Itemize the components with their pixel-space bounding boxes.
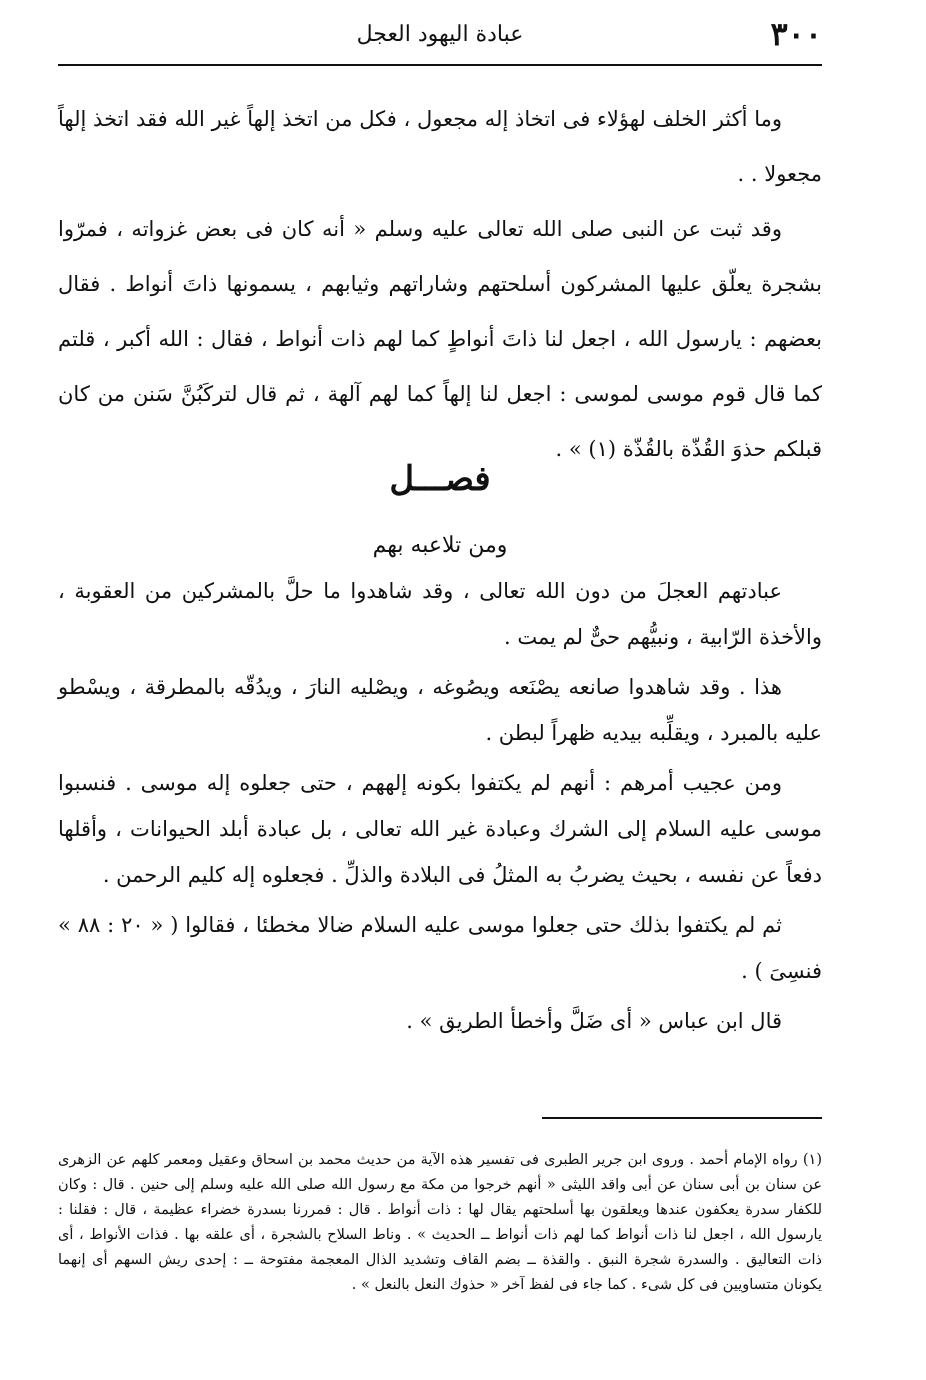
paragraph: وقد ثبت عن النبى صلى الله تعالى عليه وسلم « أنه كان فى بعض غزواته ، فمرّوا بشجرة يعلّق عليها المشركون أسلحتهم وشاراتهم وثيابهم ، يسمونها ذاتَ أنواط . فقال بعضهم : يارسول الله ، اجعل لنا ذاتَ أنواطٍ كما لهم ذات أنواط ، فقال : الله أكبر ، قلتم كما قال قوم موسى لموسى : اجعل لنا إلهاً كما لهم آلهة ، ثم قال لتركَبُنَّ سَنن من كان قبلكم حذوَ القُذّة بالقُذّة (١) » .: [58, 217, 822, 461]
paragraph: عبادتهم العجلَ من دون الله تعالى ، وقد شاهدوا ما حلَّ بالمشركين من العقوبة ، والأخذة الرّابية ، ونبيُّهم حىٌّ لم يمت .: [58, 579, 822, 649]
page-number: ٣٠٠: [770, 15, 822, 53]
footnote: (١) رواه الإمام أحمد . وروى ابن جرير الطبرى فى تفسير هذه الآية من حديث محمد بن اسحاق وعقيل ومعمر كلهم عن الزهرى عن سنان بن أبى سنان عن أبى واقد الليثى « أنهم خرجوا من مكة مع رسول الله صلى الله عليه وسلم إلى حنين . قال : وكان للكفار سدرة يعكفون عندها ويعلقون بها أسلحتهم يقال لها : ذات أنواط . قال : فمررنا بسدرة خضراء عظيمة ، قال : فقلنا : يارسول الله ، اجعل لنا ذات أنواط كما لهم ذات أنواط ــ الحديث » . وناط السلاح بالشجرة ، أى علقه بها . فذات الأنواط ، أى ذات التعاليق . والسدرة شجرة النبق . والقذة ــ بضم القاف وتشديد الذال المعجمة مفتوحة ــ : إحدى ريش السهم أى إنهما يكونان متساويين فى كل شىء . كما جاء فى لفظ آخر « حذوك النعل بالنعل » .: [58, 1152, 822, 1293]
footnotes: [58, 1148, 822, 1298]
section-subtitle: ومن تلاعبه بهم: [372, 533, 508, 558]
paragraph: هذا . وقد شاهدوا صانعه يصْنَعه ويصُوغه ، ويصْليه النارَ ، ويدُقّه بالمطرقة ، ويسْطو عليه بالمبرد ، ويقلِّبه بيديه ظهراً لبطن .: [58, 675, 822, 745]
paragraph: وما أكثر الخلف لهؤلاء فى اتخاذ إله مجعول ، فكل من اتخذ إلهاً غير الله فقد اتخذ إلهاً مجعولا . .: [58, 107, 822, 186]
paragraph: ثم لم يكتفوا بذلك حتى جعلوا موسى عليه السلام ضالا مخطئا ، فقالوا ( « ٢٠ : ٨٨ » فنسِىَ ) .: [58, 913, 822, 983]
main-text-top: [58, 92, 822, 477]
section-title: فصـــل: [389, 459, 491, 499]
paragraph: ومن عجيب أمرهم : أنهم لم يكتفوا بكونه إلههم ، حتى جعلوه إله موسى . فنسبوا موسى عليه السلام إلى الشرك وعبادة غير الله تعالى ، بل عبادة أبلد الحيوانات ، وأقلها دفعاً عن نفسه ، بحيث يضربُ به المثلُ فى البلادة والذلِّ . فجعلوه إله كليم الرحمن .: [58, 771, 822, 887]
page-header: [58, 14, 822, 58]
running-title: عبادة اليهود العجل: [356, 22, 524, 47]
footnote-rule: [542, 1117, 822, 1119]
paragraph: قال ابن عباس « أى ضَلَّ وأخطأ الطريق » .: [406, 1009, 782, 1033]
header-rule: [58, 64, 822, 66]
main-text-section: [58, 568, 822, 1048]
